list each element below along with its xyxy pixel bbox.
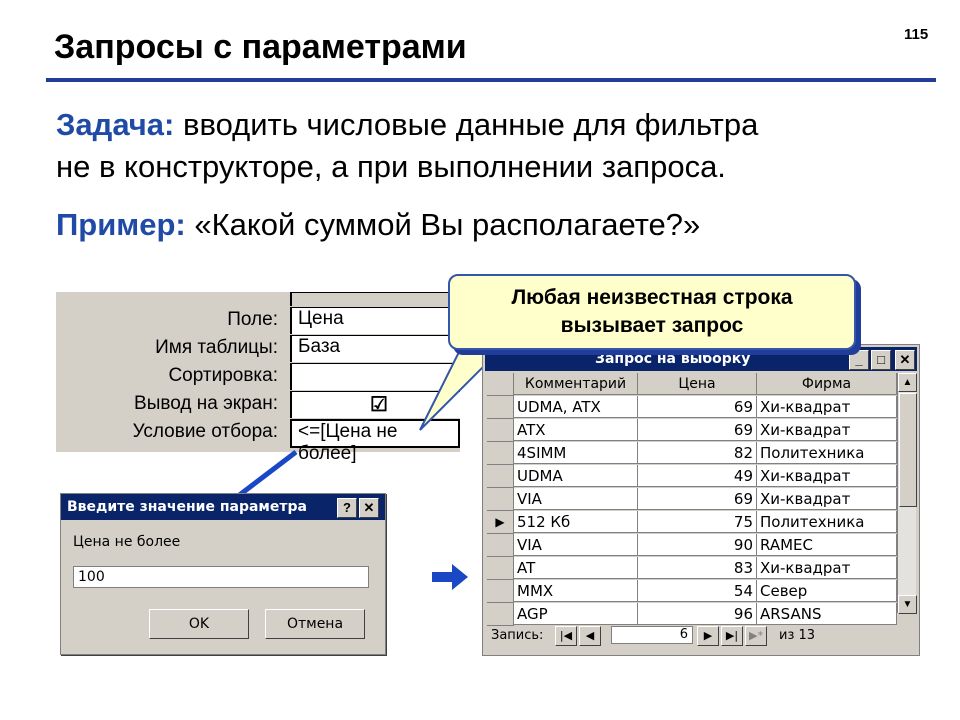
cell-firm[interactable]: Политехника	[757, 511, 897, 533]
cell-firm[interactable]: Хи-квадрат	[757, 465, 897, 487]
dialog-titlebar[interactable]	[61, 494, 385, 520]
cell-comment[interactable]: 512 Кб	[514, 511, 638, 533]
cell-comment[interactable]: AT	[514, 557, 638, 579]
arrow-right-icon-head	[452, 564, 468, 590]
row-selector[interactable]	[487, 465, 514, 488]
cell-comment[interactable]: UDMA, ATX	[514, 396, 638, 418]
cell-comment[interactable]: VIA	[514, 534, 638, 556]
example-text: «Какой суммой Вы располагаете?»	[185, 207, 701, 242]
table-row[interactable]	[487, 511, 897, 534]
column-header-comment[interactable]: Комментарий	[514, 373, 638, 395]
parameter-input[interactable]: 100	[73, 566, 369, 588]
qbe-label: Сортировка:	[168, 365, 278, 386]
column-header-price[interactable]: Цена	[638, 373, 757, 395]
ok-button[interactable]: OK	[149, 609, 249, 639]
example-keyword: Пример:	[56, 207, 186, 242]
table-row[interactable]	[487, 557, 897, 580]
table-row[interactable]	[487, 396, 897, 419]
qbe-label: Условие отбора:	[132, 421, 278, 442]
cell-comment[interactable]: AGP	[514, 603, 638, 625]
cell-price[interactable]: 69	[638, 488, 757, 510]
record-navigation-bar	[487, 625, 915, 647]
cell-firm[interactable]: Север	[757, 580, 897, 602]
row-selector[interactable]	[487, 580, 514, 603]
first-record-icon[interactable]: |◀	[555, 626, 577, 646]
table-row[interactable]	[487, 603, 897, 626]
row-selector[interactable]: ▶	[487, 511, 514, 534]
cell-price[interactable]: 54	[638, 580, 757, 602]
cell-firm[interactable]: Хи-квадрат	[757, 419, 897, 441]
query-window-titlebar[interactable]	[485, 347, 917, 371]
cell-price[interactable]: 69	[638, 419, 757, 441]
row-selector[interactable]	[487, 557, 514, 580]
minimize-button[interactable]: _	[849, 350, 869, 370]
cell-firm[interactable]: Политехника	[757, 442, 897, 464]
table-row[interactable]	[487, 488, 897, 511]
column-header-firm[interactable]: Фирма	[757, 373, 897, 395]
current-record-field[interactable]: 6	[611, 626, 693, 644]
scroll-down-icon[interactable]: ▼	[898, 595, 917, 614]
task-keyword: Задача:	[56, 107, 175, 142]
datasheet-header-row	[487, 373, 897, 396]
page-number: 115	[904, 26, 929, 43]
slide-title: Запросы с параметрами	[54, 28, 467, 66]
cell-price[interactable]: 75	[638, 511, 757, 533]
previous-record-icon[interactable]: ◀	[579, 626, 601, 646]
cell-price[interactable]: 82	[638, 442, 757, 464]
qbe-cell-field[interactable]: Цена	[290, 307, 460, 334]
callout-line-2: вызывает запрос	[560, 314, 744, 337]
cell-firm[interactable]: Хи-квадрат	[757, 396, 897, 418]
table-row[interactable]	[487, 442, 897, 465]
qbe-cell-table[interactable]: База	[290, 335, 460, 362]
cell-firm[interactable]: ARSANS	[757, 603, 897, 625]
cell-price[interactable]: 96	[638, 603, 757, 625]
new-record-icon[interactable]: ▶*	[745, 626, 767, 646]
cancel-button[interactable]: Отмена	[265, 609, 365, 639]
qbe-label: Имя таблицы:	[155, 337, 278, 358]
task-line-1: вводить числовые данные для фильтра	[174, 107, 759, 142]
scroll-thumb[interactable]	[899, 393, 917, 507]
row-selector[interactable]	[487, 442, 514, 465]
table-row[interactable]	[487, 534, 897, 557]
query-window-title: Запрос на выборку	[595, 351, 751, 367]
dialog-prompt: Цена не более	[73, 534, 181, 550]
row-selector[interactable]	[487, 419, 514, 442]
cell-comment[interactable]: VIA	[514, 488, 638, 510]
cell-price[interactable]: 69	[638, 396, 757, 418]
callout-line-1: Любая неизвестная строка	[511, 286, 793, 309]
table-row[interactable]	[487, 419, 897, 442]
qbe-cell-criteria[interactable]: <=[Цена не более]	[290, 419, 460, 448]
cell-price[interactable]: 90	[638, 534, 757, 556]
close-button[interactable]: ✕	[359, 498, 379, 518]
vertical-scrollbar[interactable]	[897, 373, 916, 613]
select-all-cell[interactable]	[487, 373, 514, 396]
dialog-title: Введите значение параметра	[67, 499, 307, 515]
record-count: из 13	[779, 628, 816, 643]
row-selector[interactable]	[487, 488, 514, 511]
arrow-right-icon	[432, 572, 454, 582]
cell-price[interactable]: 83	[638, 557, 757, 579]
cell-comment[interactable]: MMX	[514, 580, 638, 602]
qbe-label: Поле:	[227, 309, 278, 330]
window-close-button[interactable]: ✕	[895, 350, 915, 370]
record-label: Запись:	[491, 628, 544, 643]
last-record-icon[interactable]: ▶|	[721, 626, 743, 646]
help-button[interactable]: ?	[337, 498, 357, 518]
table-row[interactable]	[487, 465, 897, 488]
task-line-2: не в конструкторе, а при выполнении запроса.	[56, 149, 726, 184]
cell-comment[interactable]: UDMA	[514, 465, 638, 487]
scroll-up-icon[interactable]: ▲	[898, 373, 917, 392]
query-results-window	[482, 344, 920, 656]
row-selector[interactable]	[487, 534, 514, 557]
qbe-label: Вывод на экран:	[134, 393, 278, 414]
cell-firm[interactable]: RAMEC	[757, 534, 897, 556]
cell-firm[interactable]: Хи-квадрат	[757, 557, 897, 579]
cell-comment[interactable]: 4SIMM	[514, 442, 638, 464]
cell-firm[interactable]: Хи-квадрат	[757, 488, 897, 510]
callout-box	[448, 274, 856, 350]
parameter-dialog	[60, 493, 386, 655]
checkbox-checked-icon[interactable]: ☑	[290, 391, 460, 418]
cell-comment[interactable]: ATX	[514, 419, 638, 441]
cell-price[interactable]: 49	[638, 465, 757, 487]
table-row[interactable]	[487, 580, 897, 603]
row-selector[interactable]	[487, 603, 514, 626]
row-selector[interactable]	[487, 396, 514, 419]
next-record-icon[interactable]: ▶	[697, 626, 719, 646]
maximize-button[interactable]: □	[871, 350, 891, 370]
